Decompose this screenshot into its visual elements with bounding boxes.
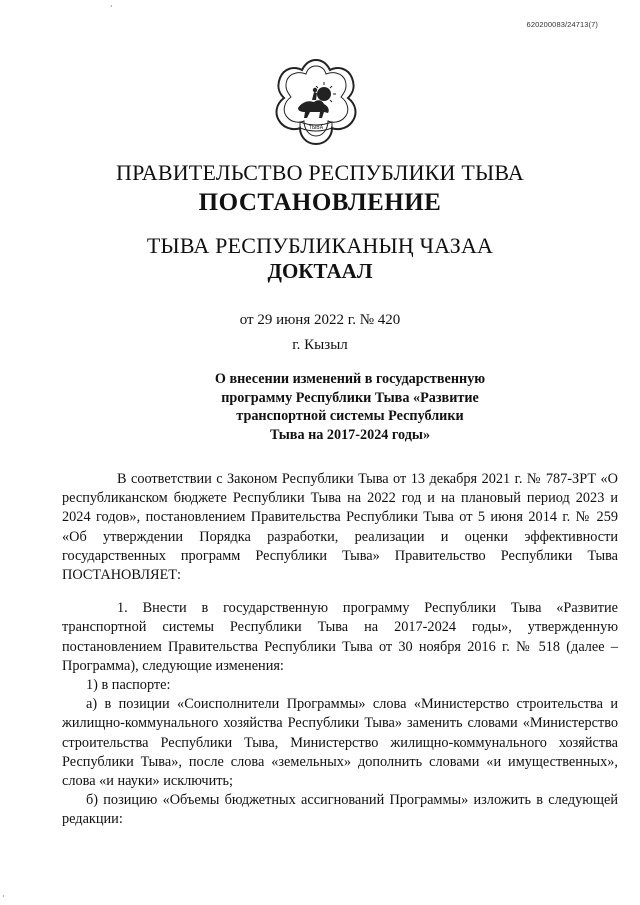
- subclause-paragraph: а) в позиции «Соисполнители Программы» слова «Министерство строительства и жилищно-коммунального хозяйства Республики Тыва» заменить словами «Министерство строительства Республики Тыва, Министерство жилищно-коммунального хозяйства Республики Тыва», после слова «земельных» дополнить словами «и имущественных», слова «и науки» исключить;: [62, 696, 618, 790]
- title-line: транспортной системы Республики: [236, 408, 464, 424]
- document-id: 620200083/24713(7): [526, 20, 598, 29]
- preamble-paragraph: В соответствии с Законом Республики Тыва от 13 декабря 2021 г. № 787-ЗРТ «О республиканском бюджете Республики Тыва на 2022 год и на плановый период 2023 и 2024 годов», постановлением Правительства Республики Тыва от 5 июня 2014 г. № 259 «Об утверждении Порядка разработки, реализации и оценки эффективности государственных программ Республики Тыва» Правительство Республики Тыва ПОСТАНОВЛЯЕТ:: [62, 471, 618, 584]
- scan-mark: ·: [2, 892, 5, 901]
- title-line: О внесении изменений в государственную: [214, 371, 486, 387]
- svg-text:ТЫВА: ТЫВА: [308, 125, 324, 131]
- government-title-ru: ПРАВИТЕЛЬСТВО РЕСПУБЛИКИ ТЫВА: [116, 160, 524, 185]
- decree-title-tyv: ДОКТААЛ: [267, 259, 373, 283]
- decree-subject-title: [130, 370, 570, 444]
- title-line: программу Республики Тыва «Развитие: [221, 389, 479, 406]
- subclause-paragraph: б) позицию «Объемы бюджетных ассигнований Программы» изложить в следующей редакции:: [62, 792, 618, 828]
- scan-mark: ·: [110, 2, 113, 11]
- decree-city: г. Кызыл: [292, 337, 348, 353]
- decree-title-ru: ПОСТАНОВЛЕНИЕ: [198, 189, 442, 216]
- tuva-coat-of-arms-icon: [272, 56, 360, 148]
- decree-body: [62, 470, 618, 830]
- clause-paragraph: 1. Внести в государственную программу Республики Тыва «Развитие транспортной системы Республики Тыва на 2017-2024 годы», утвержденную постановлением Правительства Республики Тыва от 30 ноября 2016 г. № 518 (далее – Программа), следующие изменения:: [62, 600, 618, 674]
- decree-date-number: от 29 июня 2022 г. № 420: [239, 312, 401, 328]
- subclause-paragraph: 1) в паспорте:: [86, 677, 171, 694]
- title-line: Тыва на 2017-2024 годы»: [269, 426, 431, 443]
- government-title-tyv: ТЫВА РЕСПУБЛИКАНЫҢ ЧАЗАА: [146, 233, 494, 258]
